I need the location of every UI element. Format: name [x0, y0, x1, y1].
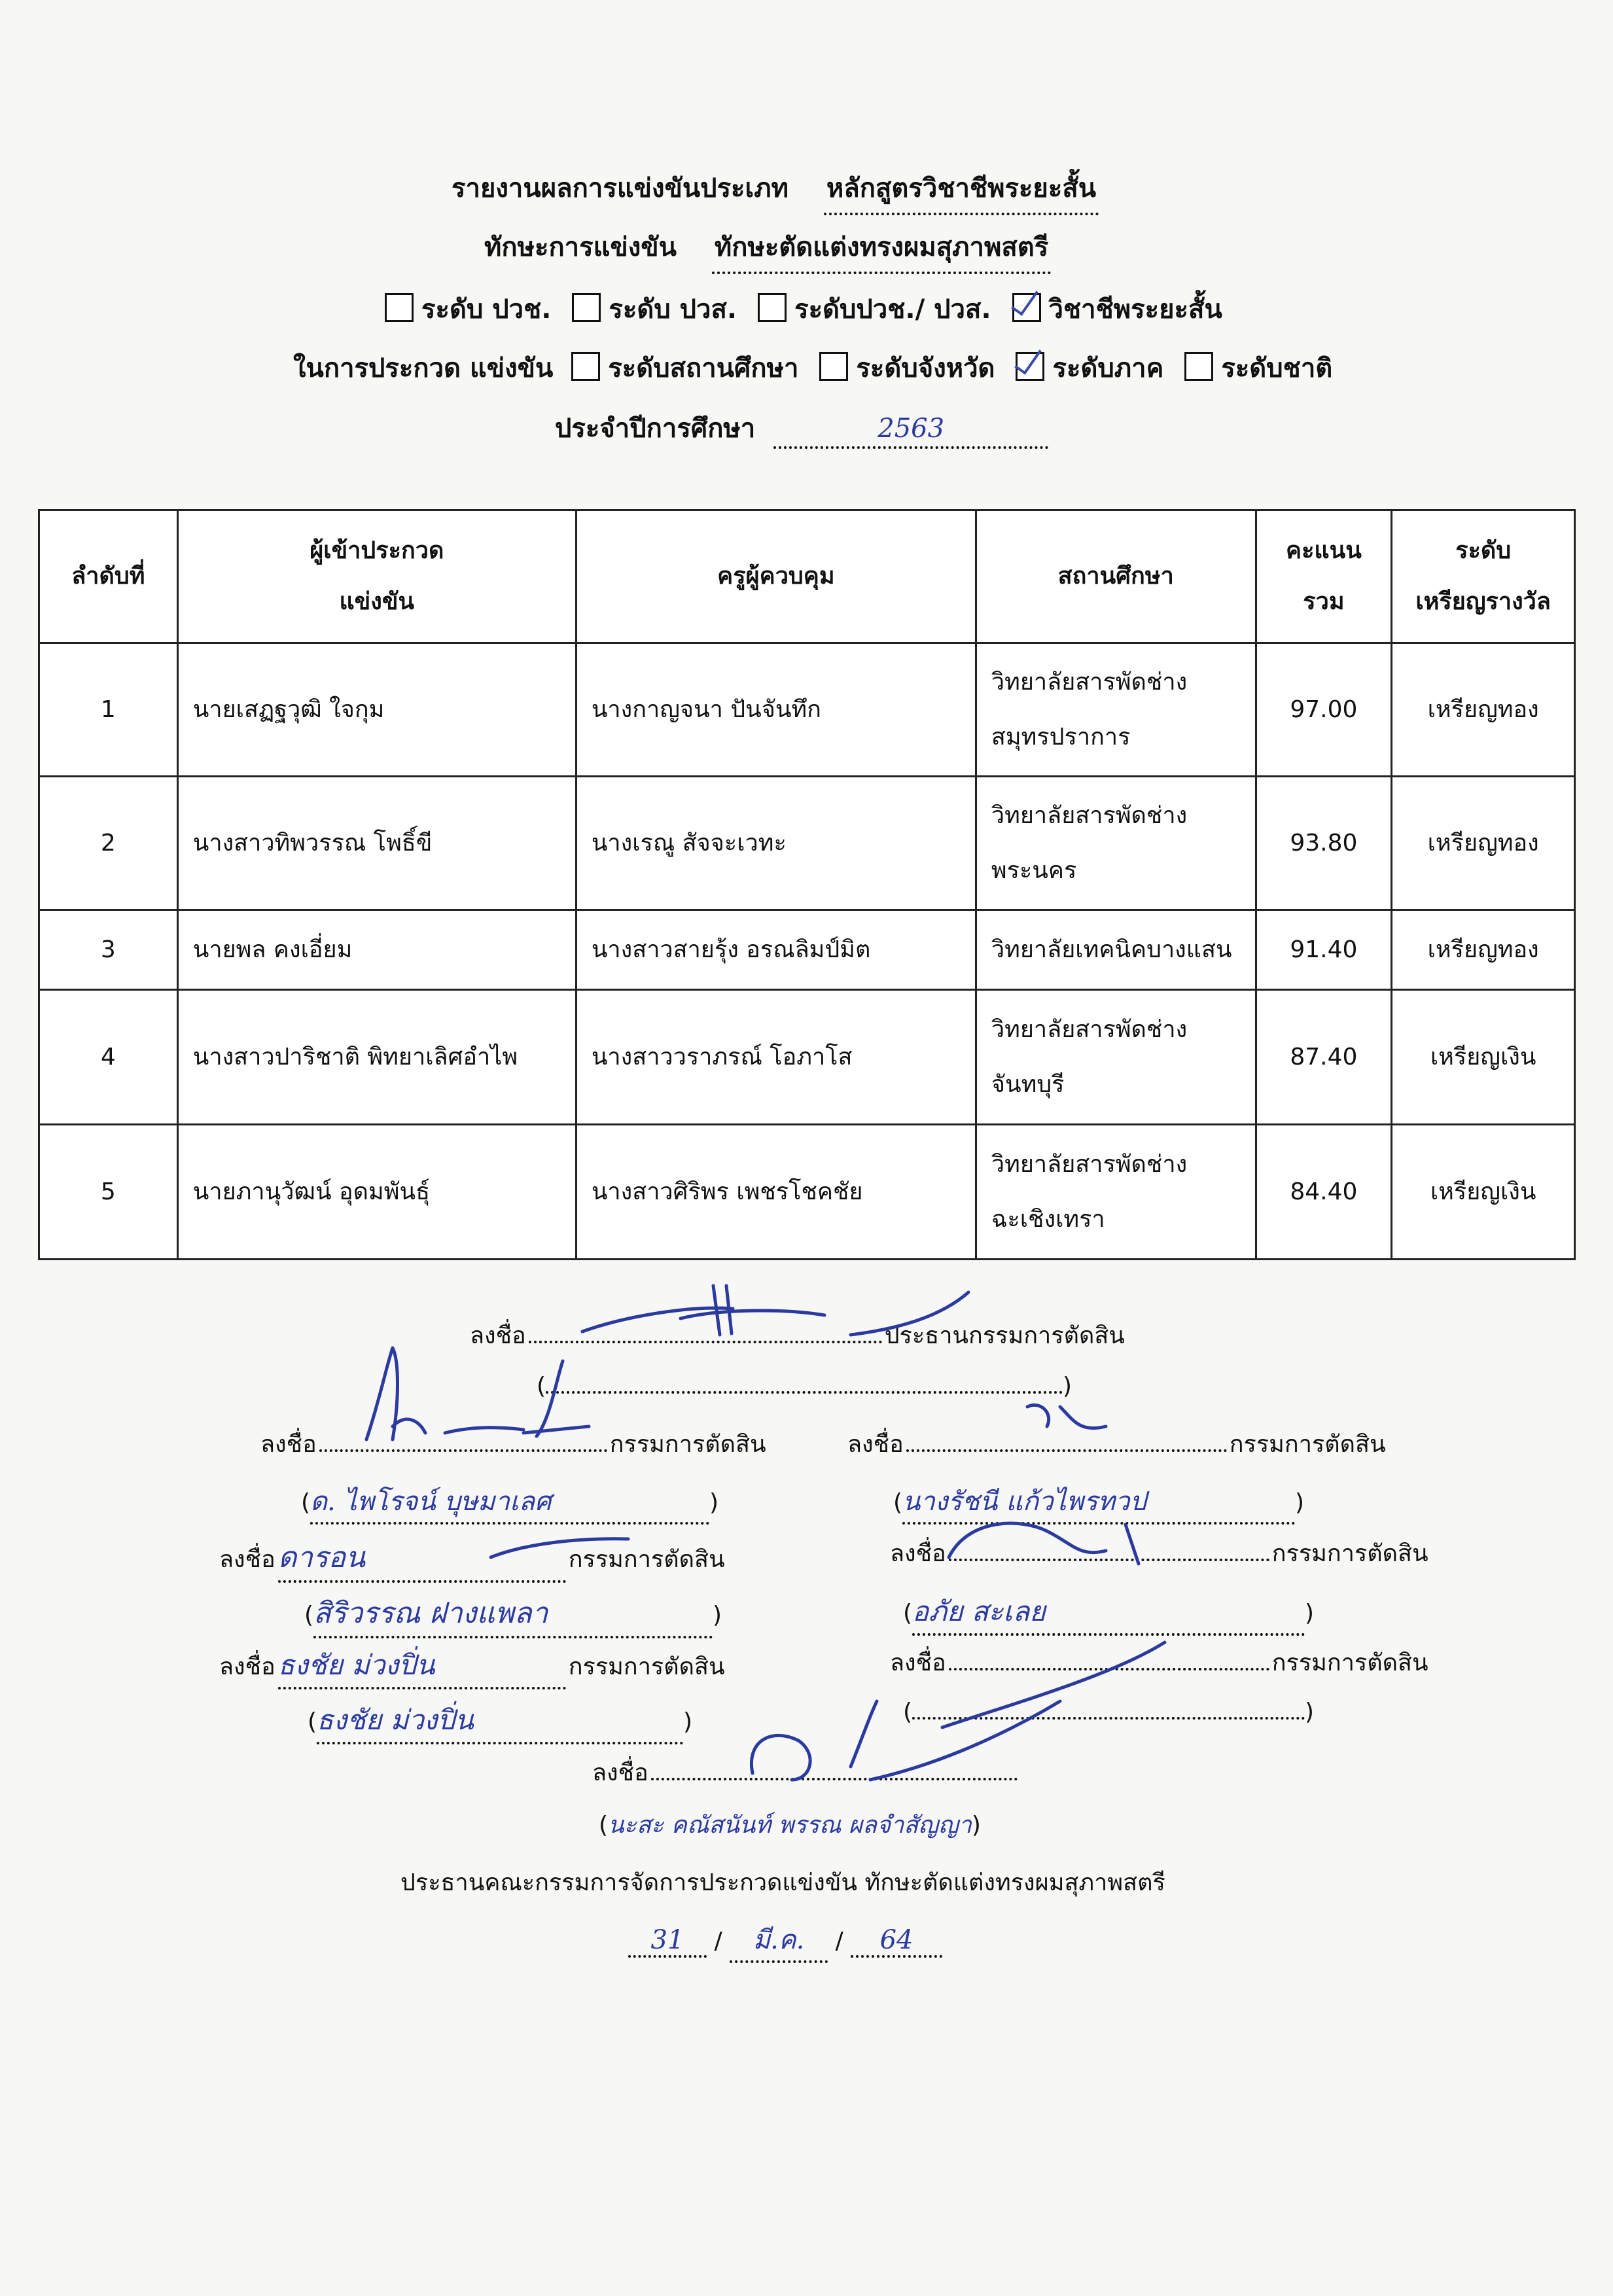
- cell-contestant: นายเสฏฐวุฒิ ใจกุม: [177, 643, 576, 777]
- col-header-contestant: ผู้เข้าประกวด แข่งขัน: [177, 510, 576, 643]
- col-header-school: สถานศึกษา: [976, 510, 1256, 643]
- cell-score: 84.40: [1256, 1125, 1392, 1260]
- level-option-short-course: วิชาชีพระยะสั้น: [1012, 294, 1222, 325]
- cell-no: 3: [39, 910, 178, 990]
- cell-contestant: นายภานุวัฒน์ อุดมพันธุ์: [177, 1125, 576, 1260]
- member-1-name: ด. ไพโรจน์ บุษมาเลศ: [310, 1480, 709, 1525]
- cell-contestant: นางสาวปาริชาติ พิทยาเลิศอำไพ: [177, 990, 576, 1125]
- signature-member-2-name: (นางรัชนี แก้วไพรทวป ): [893, 1480, 1304, 1525]
- cell-contestant: นางสาวทิพวรรณ โพธิ์ขี: [177, 777, 576, 910]
- president-name: นะสะ คณัสนันท์ พรรณ ผลจำสัญญา: [608, 1812, 972, 1839]
- scope-checkboxes: [293, 347, 1332, 389]
- report-title-label: รายงานผลการแข่งขันประเภท: [452, 173, 789, 203]
- signature-chair-name: ( ): [537, 1373, 1072, 1400]
- cell-medal: เหรียญเงิน: [1392, 1125, 1575, 1260]
- cell-school: วิทยาลัยเทคนิคบางแสน: [976, 910, 1256, 990]
- year-line: [555, 407, 1048, 449]
- member-4-name: อภัย สะเลย: [912, 1590, 1305, 1636]
- cell-score: 91.40: [1256, 910, 1392, 990]
- checkbox-checked-icon: [1012, 293, 1041, 322]
- checkbox-icon: [572, 293, 601, 322]
- signature-member-6-name: ( ): [903, 1699, 1315, 1725]
- member-5-sign-text: ธงชัย ม่วงปิ่น: [278, 1644, 566, 1689]
- table-row: [39, 777, 1575, 910]
- signature-member-3-name: (สิริวรรณ ฝางแพลา ): [304, 1590, 722, 1638]
- level-option-both: ระดับปวช./ ปวส.: [758, 294, 991, 325]
- cell-school: วิทยาลัยสารพัดช่าง ฉะเชิงเทรา: [976, 1125, 1256, 1260]
- col-header-no: ลำดับที่: [39, 510, 178, 643]
- level-checkboxes: [385, 288, 1222, 330]
- cell-school: วิทยาลัยสารพัดช่าง จันทบุรี: [976, 990, 1256, 1125]
- signature-member-2: ลงชื่อ กรรมการตัดสิน: [847, 1431, 1386, 1458]
- cell-contestant: นายพล คงเอี่ยม: [177, 910, 576, 990]
- skill-value: ทักษะตัดแต่งทรงผมสุภาพสตรี: [712, 226, 1051, 274]
- cell-no: 4: [39, 990, 178, 1125]
- date-year: 64: [851, 1925, 942, 1958]
- signature-member-4-name: (อภัย สะเลย ): [903, 1590, 1314, 1636]
- cell-score: 93.80: [1256, 777, 1392, 910]
- signature-member-6: ลงชื่อ กรรมการตัดสิน: [890, 1650, 1428, 1676]
- signature-member-4: ลงชื่อ กรรมการตัดสิน: [890, 1540, 1428, 1567]
- results-table: [38, 509, 1576, 1260]
- checkbox-icon: [1184, 352, 1213, 381]
- signature-member-1-name: (ด. ไพโรจน์ บุษมาเลศ ): [301, 1480, 718, 1525]
- cell-school: วิทยาลัยสารพัดช่าง พระนคร: [976, 777, 1256, 910]
- level-option-vocational: ระดับ ปวช.: [385, 294, 551, 325]
- cell-medal: เหรียญทอง: [1392, 777, 1575, 910]
- table-row: [39, 990, 1575, 1125]
- signature-member-1: ลงชื่อ กรรมการตัดสิน: [260, 1431, 766, 1458]
- scope-option-national: ระดับชาติ: [1184, 353, 1332, 383]
- checkbox-checked-icon: [1016, 352, 1044, 381]
- cell-teacher: นางกาญจนา ปันจันทึก: [576, 643, 976, 777]
- checkbox-icon: [758, 293, 787, 322]
- member-5-name: ธงชัย ม่วงปิ่น: [317, 1699, 683, 1744]
- chair-role: ประธานกรรมการตัดสิน: [884, 1322, 1125, 1349]
- year-value: 2563: [773, 414, 1048, 449]
- skill-label: ทักษะการแข่งขัน: [484, 232, 677, 262]
- cell-medal: เหรียญเงิน: [1392, 990, 1575, 1125]
- scope-option-province: ระดับจังหวัด: [819, 353, 995, 383]
- signature-member-5: ลงชื่อธงชัย ม่วงปิ่น กรรมการตัดสิน: [219, 1644, 725, 1689]
- table-row: [39, 643, 1575, 777]
- president-title: ประธานคณะกรรมการจัดการประกวดแข่งขัน ทักษะตัดแต่งทรงผมสุภาพสตรี: [400, 1869, 1165, 1896]
- signature-member-3: ลงชื่อดารอน กรรมการตัดสิน: [219, 1534, 725, 1583]
- checkbox-icon: [819, 352, 848, 381]
- cell-no: 1: [39, 643, 178, 777]
- cell-teacher: นางสาววราภรณ์ โอภาโส: [576, 990, 976, 1125]
- signature-president: ลงชื่อ: [592, 1754, 1020, 1791]
- col-header-score: คะแนน รวม: [1256, 510, 1392, 643]
- cell-teacher: นางเรณู สัจจะเวทะ: [576, 777, 976, 910]
- cell-teacher: นางสาวสายรุ้ง อรณลิมป์มิต: [576, 910, 976, 990]
- skill-line: [484, 226, 1051, 274]
- cell-medal: เหรียญทอง: [1392, 910, 1575, 990]
- date-month: มี.ค.: [730, 1918, 828, 1963]
- col-header-medal: ระดับ เหรียญรางวัล: [1392, 510, 1575, 643]
- contest-label: ในการประกวด แข่งขัน: [293, 353, 554, 383]
- checkbox-icon: [385, 293, 414, 322]
- scope-option-region: ระดับภาค: [1016, 353, 1163, 383]
- cell-school: วิทยาลัยสารพัดช่าง สมุทรปราการ: [976, 643, 1256, 777]
- member-2-name: นางรัชนี แก้วไพรทวป: [902, 1480, 1295, 1525]
- level-option-high-vocational: ระดับ ปวส.: [572, 294, 737, 325]
- signature-member-5-name: (ธงชัย ม่วงปิ่น ): [308, 1699, 692, 1744]
- cell-score: 97.00: [1256, 643, 1392, 777]
- member-3-name: สิริวรรณ ฝางแพลา: [313, 1590, 713, 1638]
- member-3-sign-text: ดารอน: [278, 1534, 566, 1583]
- cell-score: 87.40: [1256, 990, 1392, 1125]
- checkbox-icon: [571, 352, 600, 381]
- report-title-line: [452, 167, 1099, 215]
- table-row: [39, 1125, 1575, 1260]
- scope-option-school: ระดับสถานศึกษา: [571, 353, 798, 383]
- year-label: ประจำปีการศึกษา: [555, 414, 756, 444]
- signature-president-name: (นะสะ คณัสนันท์ พรรณ ผลจำสัญญา): [599, 1812, 981, 1839]
- col-header-teacher: ครูผู้ควบคุม: [576, 510, 976, 643]
- sign-date: 31 / มี.ค. / 64: [628, 1918, 942, 1963]
- signature-chair: ลงชื่อ ประธานกรรมการตัดสิน: [470, 1322, 1125, 1349]
- date-day: 31: [628, 1925, 707, 1958]
- cell-no: 2: [39, 777, 178, 910]
- table-header-row: [39, 510, 1575, 643]
- cell-teacher: นางสาวศิริพร เพชรโชคชัย: [576, 1125, 976, 1260]
- report-category-value: หลักสูตรวิชาชีพระยะสั้น: [824, 167, 1099, 215]
- table-row: [39, 910, 1575, 990]
- cell-no: 5: [39, 1125, 178, 1260]
- cell-medal: เหรียญทอง: [1392, 643, 1575, 777]
